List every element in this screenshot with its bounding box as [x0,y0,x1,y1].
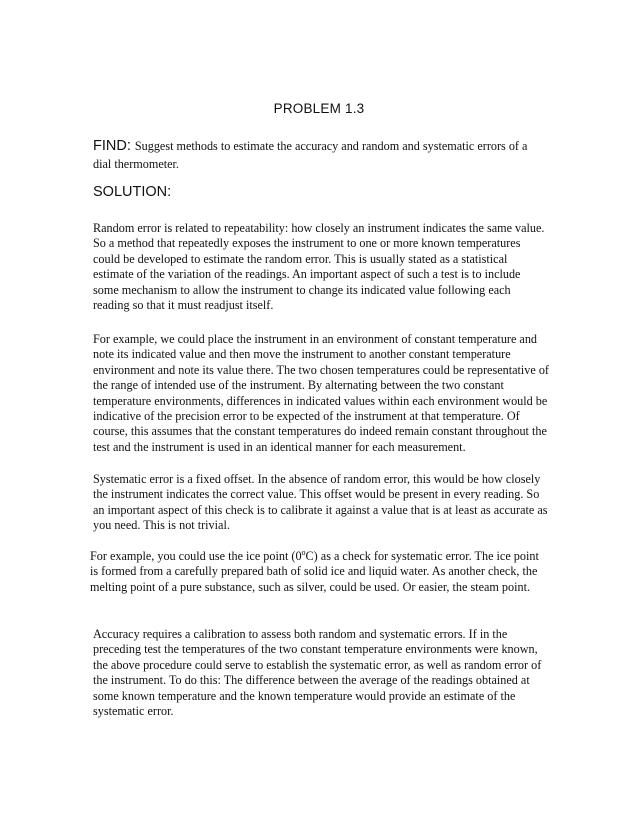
paragraph-line: preceding test the temperatures of the two constant temperature environments were known, [93,642,538,657]
solution-heading: SOLUTION: [93,184,172,200]
paragraph-line: Accuracy requires a calibration to assess both random and systematic errors. If in the [93,627,508,641]
find-statement [93,137,563,173]
find-label: FIND: [93,138,131,154]
paragraph-line: some mechanism to allow the instrument to change its indicated value following each [93,282,511,297]
paragraph-line: test and the instrument is used in an identical manner for each measurement. [93,439,466,454]
paragraph-line: So a method that repeatedly exposes the instrument to one or more known temperatures [93,236,521,251]
paragraph-line: estimate of the variation of the readings. An important aspect of such a test is to include [93,267,521,282]
ice-point-text-after: C) as a check for systematic error. The ice point [305,549,539,563]
ice-point-text-before: For example, you could use the ice point (0 [90,549,302,563]
paragraph-line: the above procedure could serve to establish the systematic error, as well as random error of [93,657,542,672]
paragraph-line: you need. This is not trivial. [93,518,230,533]
paragraph-systematic-error [93,472,563,534]
paragraph-line: an important aspect of this check is to calibrate it against a value that is at least as accurate as [93,502,548,517]
paragraph-line: temperature environments, differences in indicated values within each environment would be [93,393,548,408]
paragraph-line: the instrument indicates the correct value. This offset would be present in every reading. So [93,487,540,502]
find-text-line-2: dial thermometer. [93,157,179,171]
degree-superscript: o [301,547,306,557]
paragraph-line: some known temperature and the known temperature would provide an estimate of the [93,688,516,703]
paragraph-line: the range of intended use of the instrument. By alternating between the two constant [93,378,504,393]
page-title: PROBLEM 1.3 [273,101,365,116]
paragraph-ice-point-example [90,549,560,595]
paragraph-accuracy [93,627,563,719]
paragraph-line: For example, we could place the instrument in an environment of constant temperature and [93,332,538,346]
paragraph-line: systematic error. [93,704,174,719]
paragraph-line: the instrument. To do this: The difference between the average of the readings obtained at [93,673,530,688]
paragraph-line: course, this assumes that the constant temperatures do indeed remain constant throughout the [93,424,547,439]
paragraph-line: indicative of the precision error to be expected of the instrument at that temperature. Of [93,409,520,424]
paragraph-line: Systematic error is a fixed offset. In the absence of random error, this would be how closely [93,472,541,486]
paragraph-line: melting point of a pure substance, such as silver, could be used. Or easier, the steam point. [90,579,531,594]
paragraph-line: note its indicated value and then move the instrument to another constant temperature [93,347,511,362]
paragraph-line [90,549,560,564]
paragraph-random-error [93,221,563,313]
find-text-line-1: Suggest methods to estimate the accuracy and random and systematic errors of a [134,139,528,153]
paragraph-line: could be developed to estimate the random error. This is usually stated as a statistical [93,251,508,266]
paragraph-line: environment and note its value there. The two chosen temperatures could be representative of [93,362,549,377]
paragraph-line: Random error is related to repeatability: how closely an instrument indicates the same value. [93,221,545,235]
paragraph-line: is formed from a carefully prepared bath of solid ice and liquid water. As another check, the [90,564,538,579]
paragraph-example-constant-temperature [93,332,563,455]
paragraph-line: reading so that it must readjust itself. [93,298,274,313]
